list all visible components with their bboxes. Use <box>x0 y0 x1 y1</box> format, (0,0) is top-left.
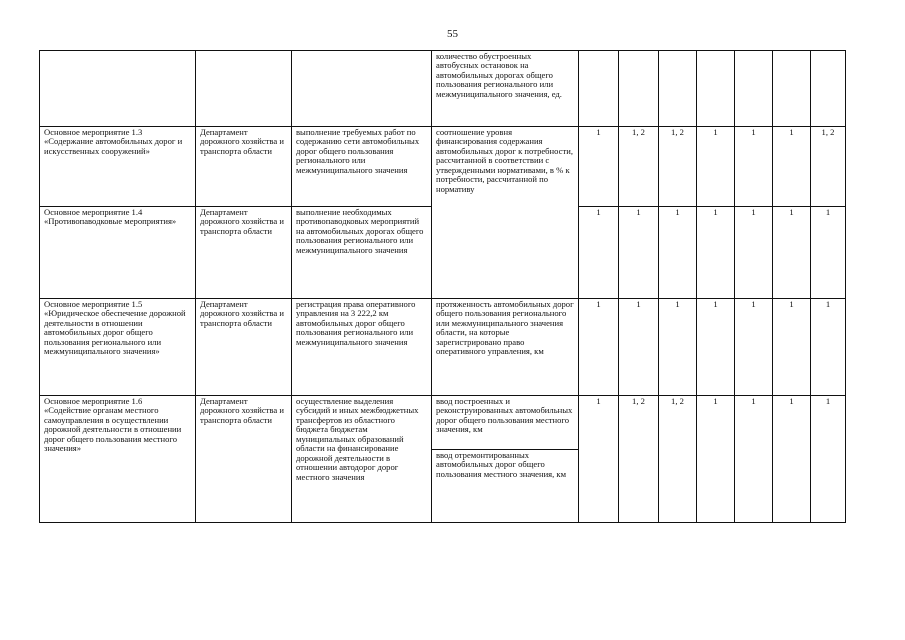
result-cell <box>292 51 432 127</box>
indicator-cell: ввод построенных и реконструированных автомобильных дорог общего пользования местного значения, км <box>432 396 579 450</box>
value-cell: 1 <box>697 207 735 299</box>
event-cell: Основное мероприятие 1.4 «Противопаводковые мероприятия» <box>40 207 196 299</box>
value-cell: 1 <box>659 299 697 396</box>
table-row <box>40 299 846 396</box>
value-cell <box>773 51 811 127</box>
value-cell <box>579 51 619 127</box>
value-cell: 1 <box>579 396 619 523</box>
executor-cell: Департамент дорожного хозяйства и транспорта области <box>196 207 292 299</box>
value-cell: 1 <box>811 207 846 299</box>
event-cell: Основное мероприятие 1.6 «Содействие органам местного самоуправления в осуществлении дорожной деятельности в отношении дорог общего пользования местного значения» <box>40 396 196 523</box>
value-cell: 1 <box>773 396 811 523</box>
event-cell <box>40 51 196 127</box>
table-row <box>40 51 846 127</box>
value-cell <box>811 51 846 127</box>
result-cell: выполнение необходимых противопаводковых мероприятий на автомобильных дорогах общего пользования регионального или межмуниципального значения <box>292 207 432 299</box>
value-cell: 1 <box>735 299 773 396</box>
value-cell: 1 <box>735 207 773 299</box>
executor-cell: Департамент дорожного хозяйства и транспорта области <box>196 396 292 523</box>
value-cell: 1 <box>735 396 773 523</box>
value-cell <box>697 51 735 127</box>
result-cell: осуществление выделения субсидий и иных межбюджетных трансфертов из областного бюджета бюджетам муниципальных образований области на финансирование дорожной деятельности в отношении автодорог дорог местного значения <box>292 396 432 523</box>
result-cell: выполнение требуемых работ по содержанию сети автомобильных дорог общего пользования регионального или межмуниципального значения <box>292 127 432 207</box>
indicator-cell: протяженность автомобильных дорог общего пользования регионального или межмуниципального значения области, на которые зарегистрировано право оперативного управления, км <box>432 299 579 396</box>
result-cell: регистрация права оперативного управления на 3 222,2 км автомобильных дорог общего пользования регионального или межмуниципального значения <box>292 299 432 396</box>
value-cell <box>619 51 659 127</box>
value-cell: 1 <box>697 127 735 207</box>
executor-cell: Департамент дорожного хозяйства и транспорта области <box>196 127 292 207</box>
value-cell: 1 <box>811 299 846 396</box>
executor-cell: Департамент дорожного хозяйства и транспорта области <box>196 299 292 396</box>
value-cell: 1, 2 <box>811 127 846 207</box>
value-cell: 1 <box>619 299 659 396</box>
executor-cell <box>196 51 292 127</box>
value-cell: 1 <box>773 207 811 299</box>
value-cell: 1 <box>659 207 697 299</box>
event-cell: Основное мероприятие 1.3 «Содержание автомобильных дорог и искусственных сооружений» <box>40 127 196 207</box>
table-row <box>40 396 846 450</box>
value-cell: 1, 2 <box>659 396 697 523</box>
value-cell: 1 <box>697 299 735 396</box>
value-cell: 1 <box>619 207 659 299</box>
value-cell <box>735 51 773 127</box>
event-cell: Основное мероприятие 1.5 «Юридическое обеспечение дорожной деятельности в отношении автомобильных дорог общего пользования регионального или межмуниципального значения» <box>40 299 196 396</box>
value-cell: 1, 2 <box>619 396 659 523</box>
page-number: 55 <box>447 28 458 40</box>
value-cell: 1, 2 <box>619 127 659 207</box>
value-cell: 1 <box>579 127 619 207</box>
value-cell <box>659 51 697 127</box>
indicator-cell: количество обустроенных автобусных остановок на автомобильных дорогах общего пользования регионального или межмуниципального значения, ед. <box>432 51 579 127</box>
table-row <box>40 127 846 207</box>
value-cell: 1 <box>697 396 735 523</box>
value-cell: 1 <box>579 299 619 396</box>
indicator-cell: соотношение уровня финансирования содержания автомобильных дорог к потребности, рассчитанной в соответствии с утвержденными нормативами, в % к потребности, рассчитанной по нормативу <box>432 127 579 299</box>
value-cell: 1 <box>773 127 811 207</box>
value-cell: 1 <box>811 396 846 523</box>
program-table <box>39 50 846 523</box>
value-cell: 1 <box>735 127 773 207</box>
value-cell: 1 <box>773 299 811 396</box>
value-cell: 1, 2 <box>659 127 697 207</box>
value-cell: 1 <box>579 207 619 299</box>
indicator-cell: ввод отремонтированных автомобильных дорог общего пользования местного значения, км <box>432 450 579 523</box>
